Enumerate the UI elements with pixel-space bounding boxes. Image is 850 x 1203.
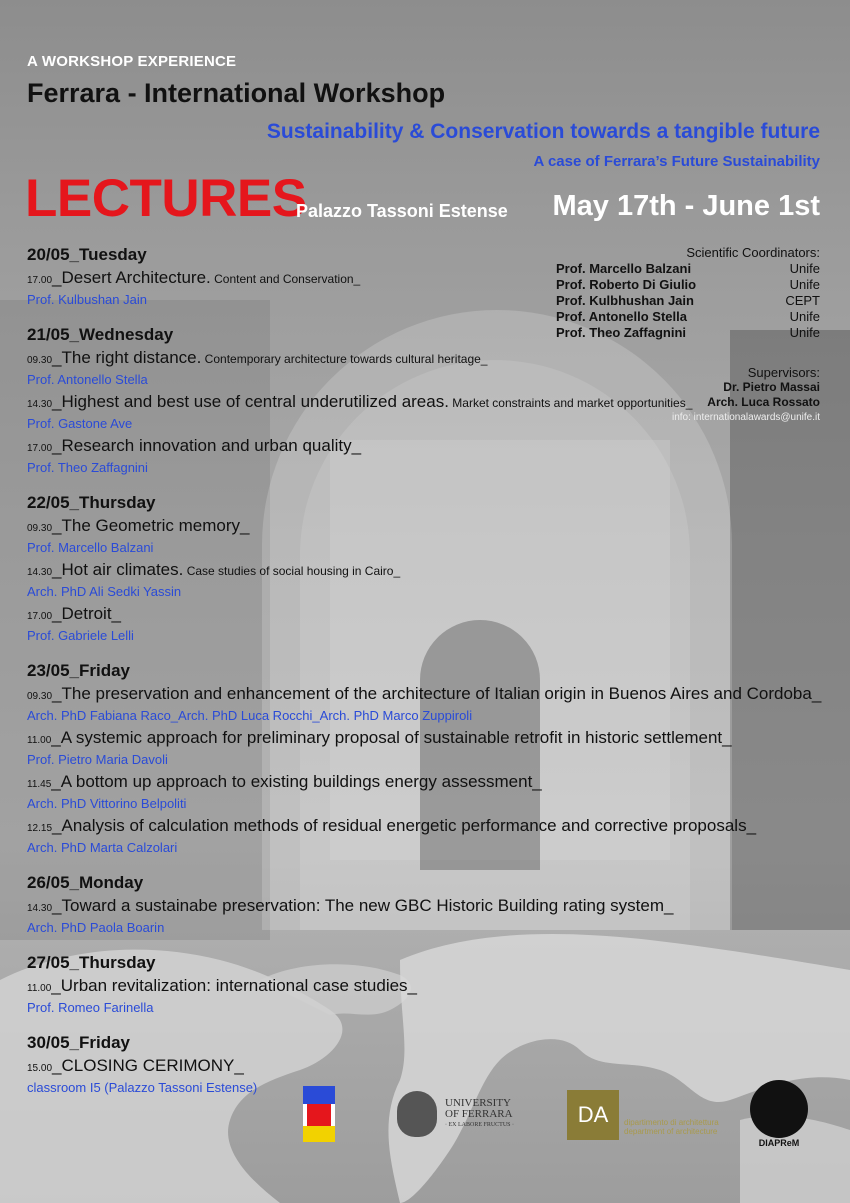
tagline: A WORKSHOP EXPERIENCE <box>27 53 237 70</box>
lecture-line <box>27 976 817 999</box>
lecture-entry <box>27 348 817 388</box>
lecture-speaker: Prof. Gabriele Lelli <box>27 628 134 643</box>
lecture-time: 09.30 <box>27 355 53 366</box>
day-heading: 26/05_Monday <box>27 873 144 892</box>
lecture-speaker: Arch. PhD Paola Boarin <box>27 920 165 935</box>
day-heading: 23/05_Friday <box>27 661 131 680</box>
lecture-line <box>27 560 817 583</box>
lecture-entry <box>27 516 817 556</box>
lecture-line <box>27 516 817 539</box>
lecture-detail: Market constraints and market opportunities_ <box>448 396 693 410</box>
da-line2: department of architecture <box>624 1127 718 1136</box>
lecture-entry <box>27 684 822 724</box>
lecture-time: 14.30 <box>27 903 53 914</box>
lecture-speaker: Prof. Marcello Balzani <box>27 540 154 555</box>
lecture-time: 11.00 <box>27 983 52 994</box>
lecture-entry <box>27 268 817 308</box>
coordinator-affiliation: Unife <box>789 325 820 340</box>
lecture-line <box>27 436 817 459</box>
lecture-title: _The preservation and enhancement of the architecture of Italian origin in Buenos Aires and Cordoba_ <box>52 684 822 703</box>
lecture-time: 11.45 <box>27 779 52 790</box>
lecture-line <box>27 896 817 919</box>
lecture-schedule <box>27 245 822 1113</box>
lecture-time: 17.00 <box>27 611 53 622</box>
lecture-time: 09.30 <box>27 691 53 702</box>
lecture-title: _Research innovation and urban quality_ <box>52 436 362 455</box>
lectures-heading: LECTURES <box>25 169 307 228</box>
day-block <box>27 953 817 1016</box>
lecture-entry <box>27 816 817 856</box>
university-line2: OF FERRARA <box>445 1107 513 1120</box>
coordinator-name: Prof. Theo Zaffagnini <box>556 325 686 340</box>
lecture-speaker: Prof. Theo Zaffagnini <box>27 460 148 475</box>
partner-logo <box>303 1086 335 1142</box>
coordinator-name: Prof. Marcello Balzani <box>556 261 692 276</box>
university-wordmark <box>445 1098 514 1131</box>
university-line1: UNIVERSITY <box>445 1096 511 1109</box>
coordinator-name: Prof. Antonello Stella <box>556 309 687 324</box>
supervisors-heading: Supervisors: <box>747 365 820 380</box>
lecture-line <box>27 392 817 415</box>
lecture-speaker: Arch. PhD Marta Calzolari <box>27 840 178 855</box>
lecture-line <box>27 816 817 839</box>
lecture-speaker: Prof. Gastone Ave <box>27 416 133 431</box>
lecture-entry <box>27 772 817 812</box>
lecture-speaker: Arch. PhD Ali Sedki Yassin <box>27 584 182 599</box>
coordinator-name: Prof. Roberto Di Giulio <box>556 277 697 292</box>
coordinator-name: Prof. Kulbhushan Jain <box>556 293 694 308</box>
lecture-time: 14.30 <box>27 399 53 410</box>
lecture-title: _Desert Architecture. <box>52 268 211 287</box>
day-block <box>27 325 817 476</box>
lecture-entry <box>27 896 817 936</box>
lecture-speaker: Prof. Kulbushan Jain <box>27 292 147 307</box>
lecture-detail: Case studies of social housing in Cairo_ <box>183 564 401 578</box>
lecture-time: 11.00 <box>27 735 52 746</box>
lecture-time: 15.00 <box>27 1063 53 1074</box>
lecture-detail: Content and Conservation_ <box>210 272 361 286</box>
logo-block-blue <box>303 1086 335 1104</box>
lecture-speaker: classroom I5 (Palazzo Tassoni Estense) <box>27 1080 258 1095</box>
lecture-entry <box>27 392 817 432</box>
day-block <box>27 1033 817 1096</box>
page-title: Ferrara - International Workshop <box>27 78 446 108</box>
lecture-entry <box>27 604 817 644</box>
coordinators-heading: Scientific Coordinators: <box>686 245 820 260</box>
lecture-title: _Hot air climates. <box>52 560 184 579</box>
lecture-title: _The Geometric memory_ <box>52 516 250 535</box>
lecture-title: _CLOSING CERIMONY_ <box>52 1056 244 1075</box>
subtitle-secondary: A case of Ferrara’s Future Sustainability <box>533 153 820 170</box>
venue-label: Palazzo Tassoni Estense <box>296 201 508 221</box>
lecture-entry <box>27 728 817 768</box>
lecture-entry <box>27 976 817 1016</box>
day-block <box>27 661 822 856</box>
lecture-line <box>27 268 817 291</box>
lecture-time: 17.00 <box>27 275 53 286</box>
university-motto: · EX LABORE FRUCTUS · <box>445 1121 515 1128</box>
lecture-title: _A bottom up approach to existing buildings energy assessment_ <box>51 772 542 791</box>
university-logo <box>397 1088 527 1140</box>
day-block <box>27 493 817 644</box>
lecture-entry <box>27 436 817 476</box>
lecture-title: _Detroit_ <box>52 604 122 623</box>
day-heading: 27/05_Thursday <box>27 953 156 972</box>
coordinator-affiliation: Unife <box>789 309 820 324</box>
lecture-title: _Urban revitalization: international case studies_ <box>51 976 418 995</box>
diaprem-emblem-icon <box>750 1080 808 1138</box>
coordinator-affiliation: Unife <box>789 277 820 292</box>
day-heading: 22/05_Thursday <box>27 493 156 512</box>
lecture-title: _A systemic approach for preliminary proposal of sustainable retrofit in historic settlement_ <box>51 728 732 747</box>
supervisor-name: Dr. Pietro Massai <box>723 380 820 394</box>
lecture-line <box>27 604 817 627</box>
lecture-line <box>27 348 817 371</box>
diaprem-label: DIAPReM <box>758 1138 800 1148</box>
da-line1: dipartimento di architettura <box>624 1118 719 1127</box>
lecture-time: 17.00 <box>27 443 53 454</box>
lecture-line <box>27 1056 817 1079</box>
lecture-speaker: Prof. Pietro Maria Davoli <box>27 752 168 767</box>
lecture-time: 14.30 <box>27 567 53 578</box>
logo-block-yellow <box>303 1126 335 1142</box>
lecture-title: _Toward a sustainabe preservation: The new GBC Historic Building rating system_ <box>52 896 674 915</box>
subtitle: Sustainability & Conservation towards a tangible future <box>266 120 820 143</box>
lecture-line <box>27 728 817 751</box>
supervisor-name: Arch. Luca Rossato <box>707 395 820 409</box>
lecture-time: 09.30 <box>27 523 53 534</box>
da-wordmark <box>624 1118 719 1136</box>
lecture-speaker: Arch. PhD Vittorino Belpoliti <box>27 796 187 811</box>
lecture-speaker: Arch. PhD Fabiana Raco_Arch. PhD Luca Rocchi_Arch. PhD Marco Zuppiroli <box>27 708 473 723</box>
day-heading: 30/05_Friday <box>27 1033 131 1052</box>
lecture-title: _Highest and best use of central underutilized areas. <box>52 392 449 411</box>
event-dates: May 17th - June 1st <box>552 190 820 222</box>
lecture-time: 12.15 <box>27 823 53 834</box>
lecture-title: _Analysis of calculation methods of residual energetic performance and corrective proposals_ <box>52 816 757 835</box>
contact-email: info: internationalawards@unife.it <box>671 412 820 423</box>
day-heading: 21/05_Wednesday <box>27 325 174 344</box>
day-block <box>27 873 817 936</box>
lecture-speaker: Prof. Romeo Farinella <box>27 1000 154 1015</box>
lecture-title: _The right distance. <box>52 348 202 367</box>
day-block <box>27 245 817 308</box>
day-heading: 20/05_Tuesday <box>27 245 147 264</box>
lecture-speaker: Prof. Antonello Stella <box>27 372 148 387</box>
lecture-detail: Contemporary architecture towards cultural heritage_ <box>201 352 488 366</box>
logo-block-red <box>307 1104 331 1126</box>
lecture-entry <box>27 560 817 600</box>
diaprem-logo <box>748 1080 810 1152</box>
da-logo: DA <box>567 1090 619 1140</box>
coordinator-affiliation: Unife <box>789 261 820 276</box>
lecture-line <box>27 684 822 707</box>
lecture-line <box>27 772 817 795</box>
coordinator-affiliation: CEPT <box>785 293 820 308</box>
university-seal-icon <box>397 1091 437 1137</box>
